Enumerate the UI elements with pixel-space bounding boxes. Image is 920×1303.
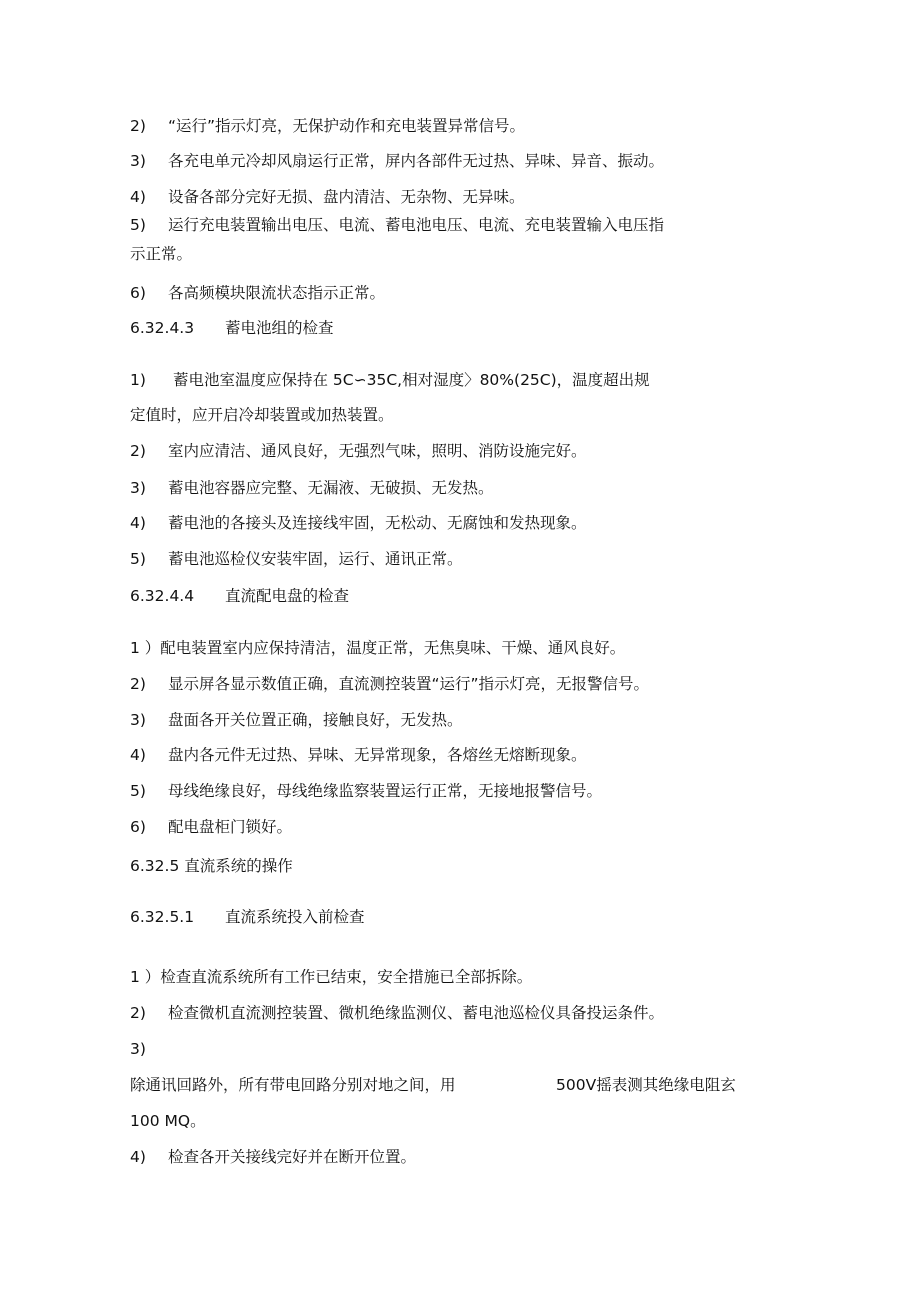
item-text: 运行充电装置输出电压、电流、蓄电池电压、电流、充电装置输入电压指	[168, 216, 665, 234]
section-title: 直流配电盘的检查	[225, 587, 350, 605]
item-text: 各高频模块限流状态指示正常。	[168, 284, 386, 302]
section-number: 6.32.4.3	[130, 319, 195, 337]
list-item	[130, 215, 664, 235]
item-text: 除通讯回路外，所有带电回路分别对地之间，用	[130, 1076, 456, 1094]
item-text: 检查各开关接线完好并在断开位置。	[168, 1148, 417, 1166]
item-text: “运行”指示灯亮，无保护动作和充电装置异常信号。	[168, 117, 526, 135]
item-text: 盘内各元件无过热、异味、无异常现象，各熔丝无熔断现象。	[168, 746, 587, 764]
list-item	[130, 1075, 456, 1095]
continuation-text	[130, 1111, 206, 1131]
item-text: 定值时，应开启冷却装置或加热装置。	[130, 406, 394, 424]
item-number: 4)	[130, 514, 146, 532]
item-number: 1)	[130, 371, 146, 389]
section-title: 蓄电池组的检查	[225, 319, 334, 337]
continuation-text	[130, 244, 192, 264]
list-item	[130, 513, 587, 533]
item-text: 1 ）检查直流系统所有工作已结束，安全措施已全部拆除。	[130, 968, 533, 986]
section-number: 6.32.4.4	[130, 587, 195, 605]
item-number: 5)	[130, 550, 146, 568]
item-text: 室内应清洁、通风良好，无强烈气味，照明、消防设施完好。	[168, 442, 587, 460]
item-text: 显示屏各显示数值正确，直流测控装置“运行”指示灯亮，无报警信号。	[168, 675, 650, 693]
list-item-continuation	[556, 1075, 736, 1095]
item-number: 3)	[130, 1040, 146, 1058]
list-item	[130, 817, 292, 837]
item-number: 3)	[130, 479, 146, 497]
list-item	[130, 710, 463, 730]
section-heading	[130, 856, 293, 876]
item-text: 示正常。	[130, 245, 193, 263]
section-heading	[130, 907, 365, 927]
list-item	[130, 187, 525, 207]
item-number: 5)	[130, 216, 146, 234]
list-item	[130, 151, 664, 171]
item-text: 蓄电池的各接头及连接线牢固，无松动、无腐蚀和发热现象。	[168, 514, 587, 532]
item-number: 5)	[130, 782, 146, 800]
section-heading	[130, 586, 349, 606]
list-item	[130, 1147, 416, 1167]
item-text: 检查微机直流测控装置、微机绝缘监测仪、蓄电池巡检仪具备投运条件。	[168, 1004, 665, 1022]
item-text: 各充电单元冷却风扇运行正常，屏内各部件无过热、异味、异音、振动。	[168, 152, 665, 170]
item-number: 3)	[130, 711, 146, 729]
item-number: 4)	[130, 1148, 146, 1166]
section-title: 6.32.5 直流系统的操作	[130, 857, 293, 875]
list-item	[130, 674, 649, 694]
list-item	[130, 1039, 146, 1059]
item-number: 2)	[130, 675, 146, 693]
item-text: 盘面各开关位置正确，接触良好，无发热。	[168, 711, 463, 729]
item-number: 4)	[130, 746, 146, 764]
item-text: 100 MQ。	[130, 1112, 206, 1130]
continuation-text	[130, 405, 394, 425]
item-text: 500V摇表测其绝缘电阻玄	[556, 1076, 736, 1094]
item-text: 设备各部分完好无损、盘内清洁、无杂物、无异味。	[168, 188, 525, 206]
item-number: 6)	[130, 284, 146, 302]
list-item	[130, 283, 385, 303]
list-item	[130, 781, 602, 801]
item-number: 4)	[130, 188, 146, 206]
list-item	[130, 967, 532, 987]
list-item	[130, 549, 463, 569]
item-text: 配电盘柜门锁好。	[168, 818, 293, 836]
item-number: 2)	[130, 442, 146, 460]
list-item	[130, 441, 587, 461]
section-number: 6.32.5.1	[130, 908, 195, 926]
item-number: 2)	[130, 117, 146, 135]
item-number: 2)	[130, 1004, 146, 1022]
list-item	[130, 638, 625, 658]
item-number: 3)	[130, 152, 146, 170]
list-item	[130, 1003, 664, 1023]
list-item	[130, 745, 587, 765]
section-heading	[130, 318, 334, 338]
item-text: 蓄电池巡检仪安装牢固，运行、通讯正常。	[168, 550, 463, 568]
list-item	[130, 478, 494, 498]
item-text: 1 ）配电装置室内应保持清洁，温度正常，无焦臭味、干燥、通风良好。	[130, 639, 626, 657]
item-number: 6)	[130, 818, 146, 836]
section-title: 直流系统投入前检查	[225, 908, 365, 926]
item-text: 蓄电池室温度应保持在 5C∽35C,相对湿度〉80%(25C)，温度超出规	[173, 371, 650, 389]
item-text: 母线绝缘良好，母线绝缘监察装置运行正常，无接地报警信号。	[168, 782, 603, 800]
list-item	[130, 370, 650, 390]
list-item	[130, 116, 525, 136]
item-text: 蓄电池容器应完整、无漏液、无破损、无发热。	[168, 479, 494, 497]
